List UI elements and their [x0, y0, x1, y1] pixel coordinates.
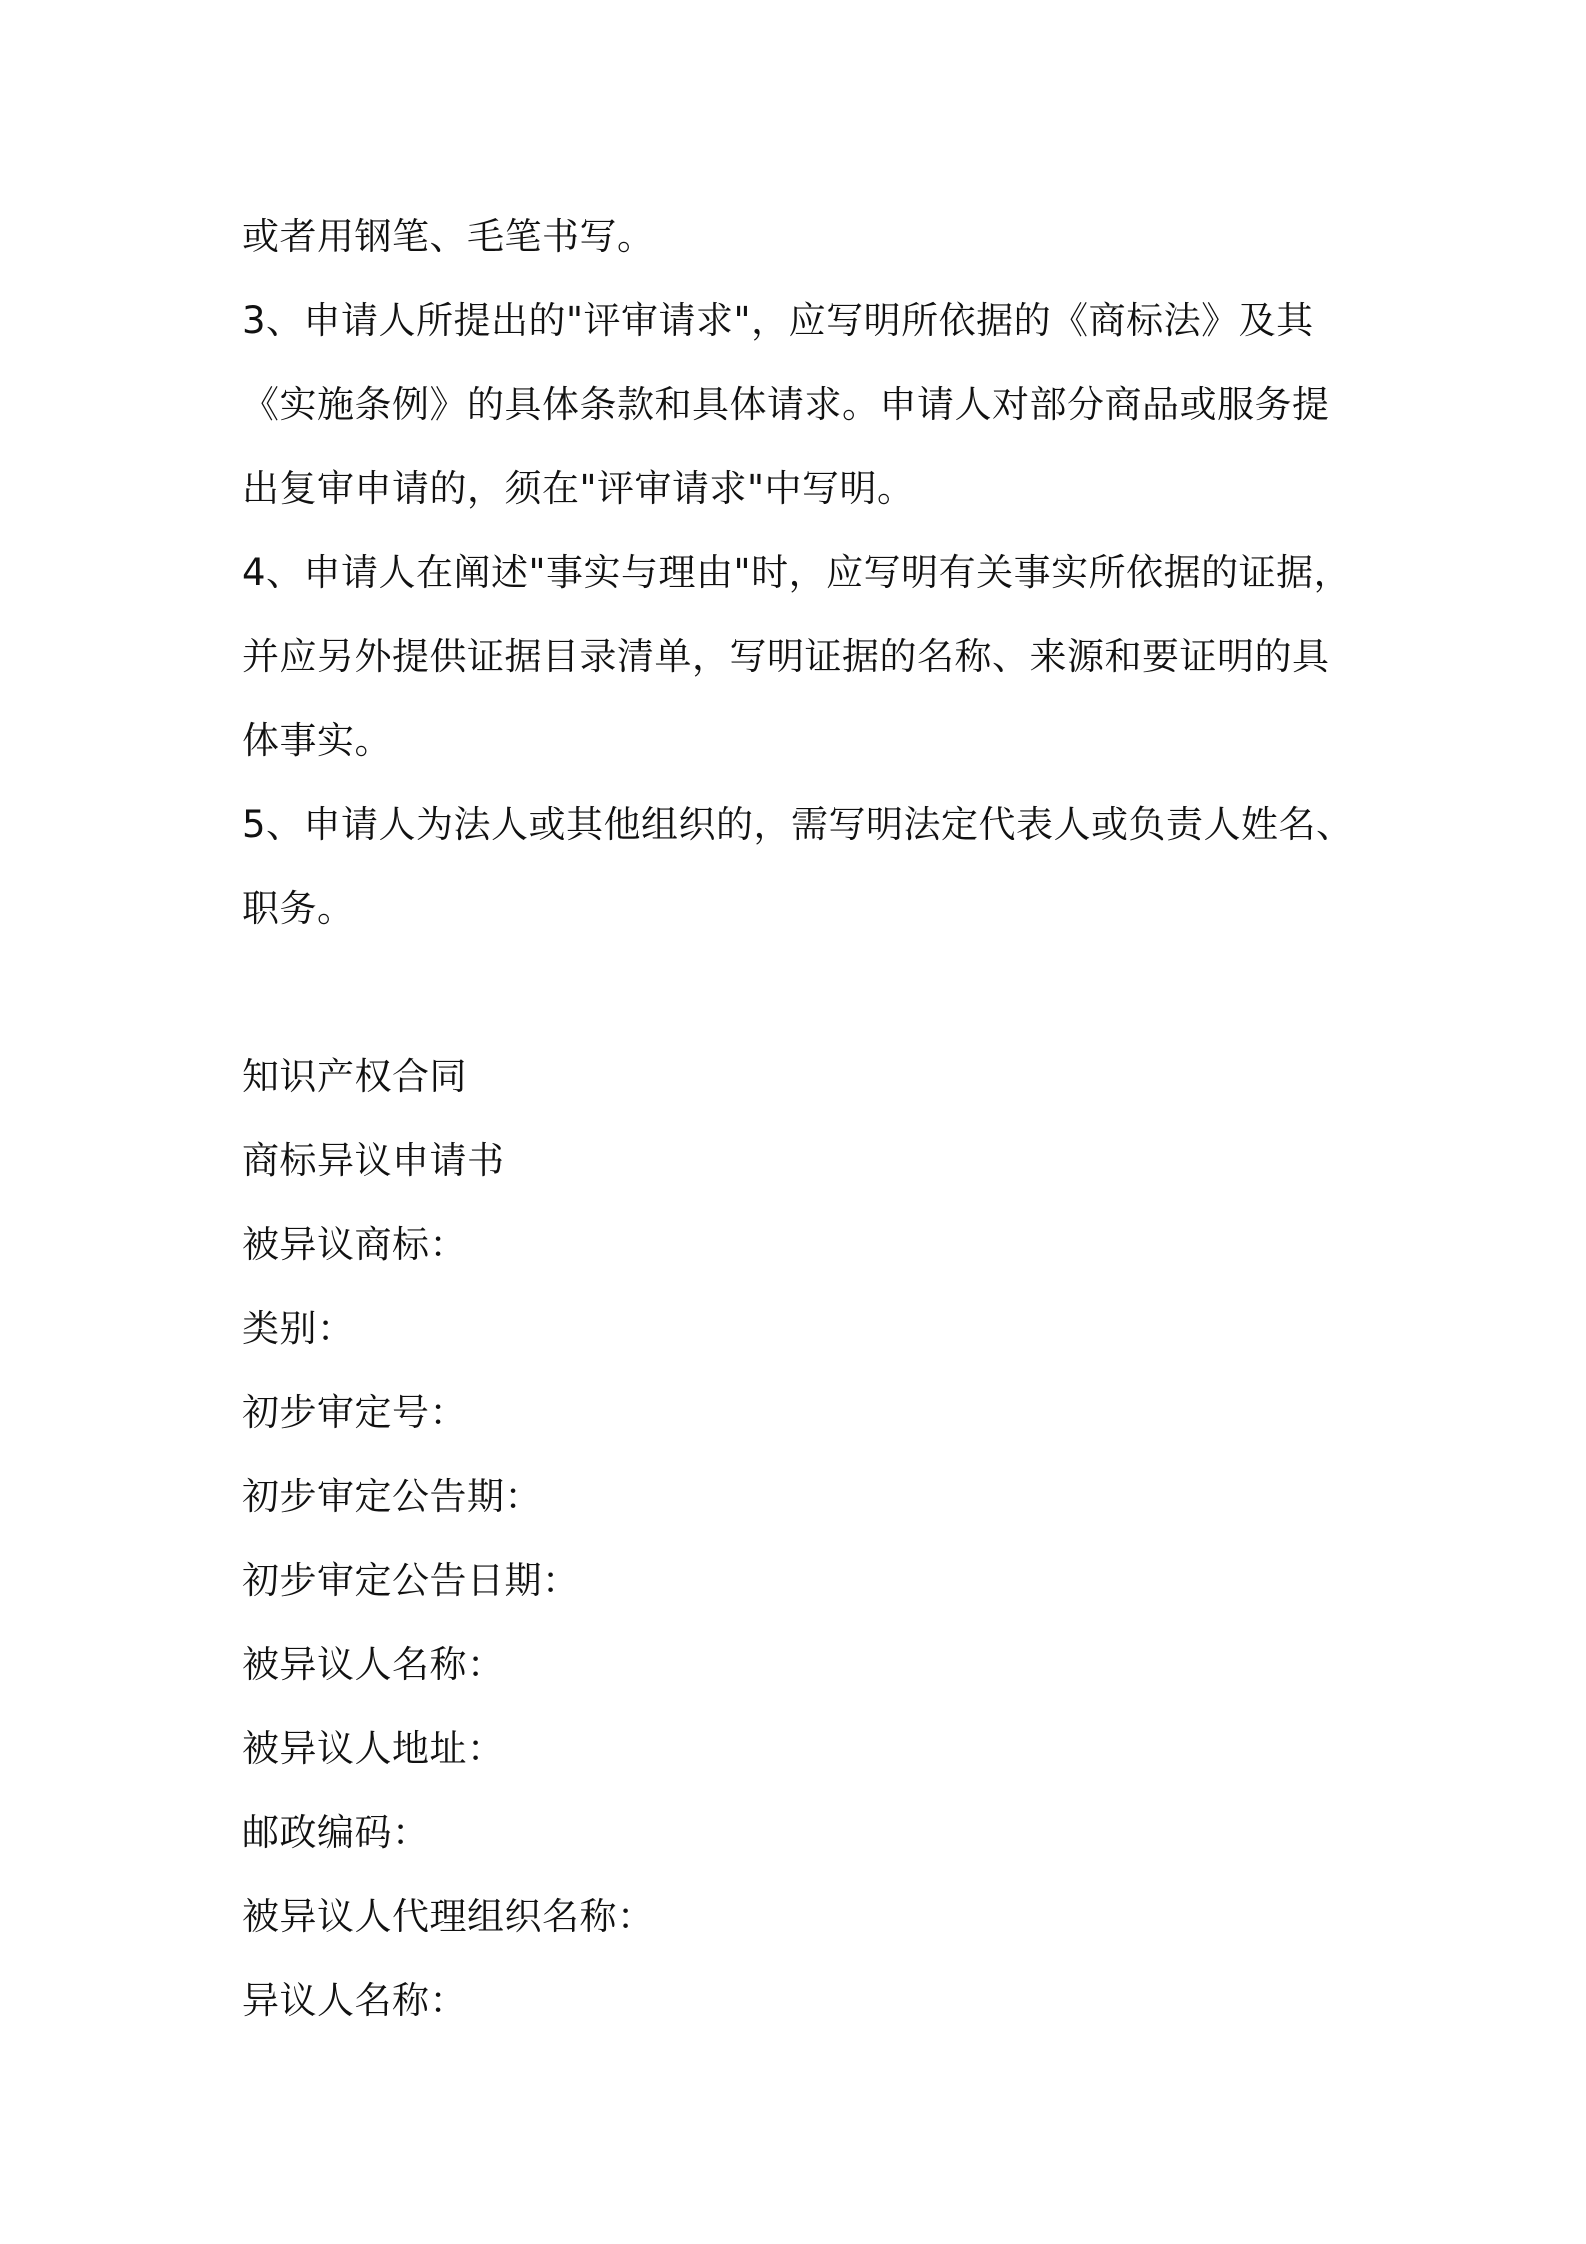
field-opponent-name: 异议人名称： — [242, 1979, 467, 2022]
field-opposed-party-agent: 被异议人代理组织名称： — [242, 1895, 655, 1938]
note-item-4: 4、申请人在阐述"事实与理由"时，应写明有关事实所依据的证据，并应另外提供证据目录清单，写明证据的名称、来源和要证明的具体事实。 — [242, 551, 1352, 762]
note-continuation: 或者用钢笔、毛笔书写。 — [242, 215, 655, 258]
field-announcement-date: 初步审定公告日期： — [242, 1559, 580, 1602]
field-preliminary-approval-no: 初步审定号： — [242, 1391, 467, 1434]
note-item-3: 3、申请人所提出的"评审请求"，应写明所依据的《商标法》及其《实施条例》的具体条款和具体请求。申请人对部分商品或服务提出复审申请的，须在"评审请求"中写明。 — [242, 299, 1330, 510]
category-title: 知识产权合同 — [242, 1055, 467, 1098]
field-postal-code: 邮政编码： — [242, 1811, 430, 1854]
document-title: 商标异议申请书 — [242, 1139, 505, 1182]
document-body — [242, 195, 1362, 2043]
note-item-5: 5、申请人为法人或其他组织的，需写明法定代表人或负责人姓名、职务。 — [242, 803, 1354, 930]
field-announcement-issue: 初步审定公告期： — [242, 1475, 542, 1518]
field-opposed-trademark: 被异议商标： — [242, 1223, 467, 1266]
field-opposed-party-name: 被异议人名称： — [242, 1643, 505, 1686]
section-spacer — [242, 951, 1362, 1035]
field-opposed-party-address: 被异议人地址： — [242, 1727, 505, 1770]
field-class: 类别： — [242, 1307, 355, 1350]
